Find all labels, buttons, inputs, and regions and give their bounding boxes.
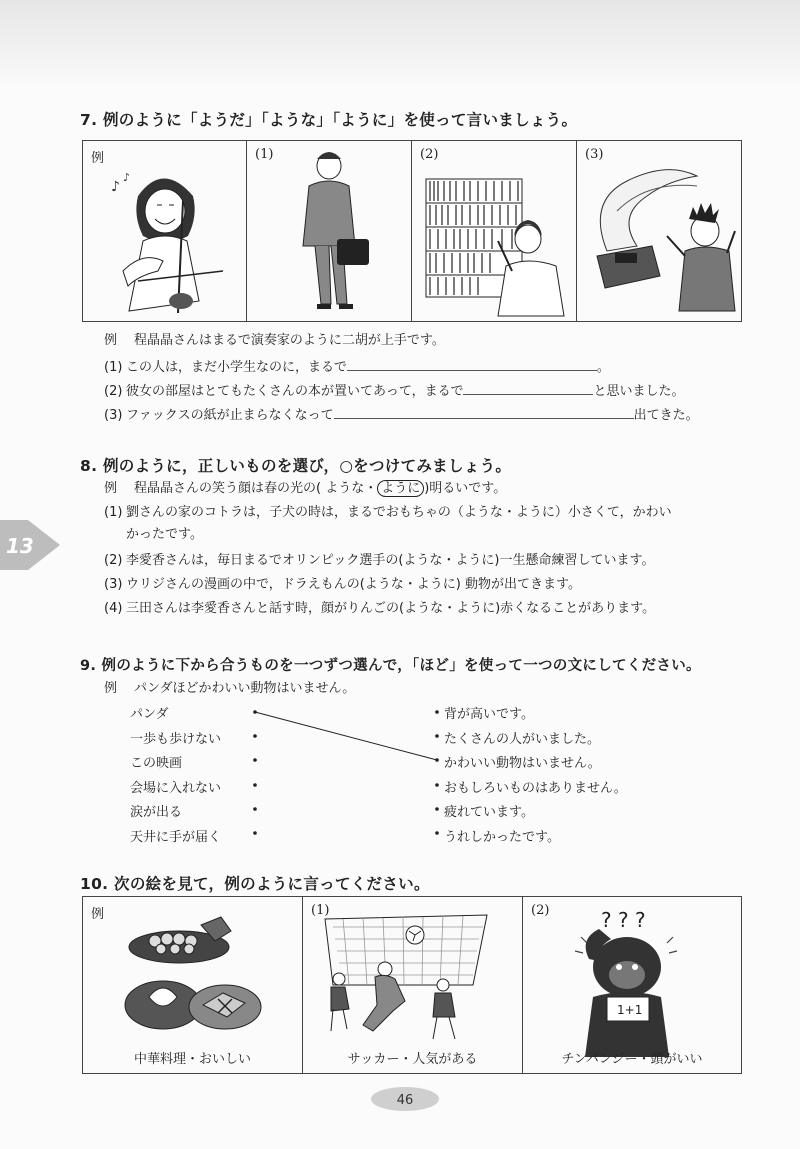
match-left-3[interactable]: この映画 bbox=[130, 756, 183, 771]
page-number-badge bbox=[370, 1085, 440, 1113]
answer-blank-3[interactable] bbox=[334, 404, 634, 419]
q8-title: 8. 例のように，正しいものを選び，○をつけてみましょう。 bbox=[80, 457, 512, 475]
fax-machine-illustration bbox=[577, 141, 741, 321]
q10-cell-2 bbox=[523, 897, 741, 1073]
q7-item-3 bbox=[104, 404, 699, 425]
q10-image-row bbox=[82, 896, 742, 1074]
soccer-illustration bbox=[303, 897, 522, 1073]
line-text-after: 出てきた。 bbox=[633, 408, 699, 423]
q7-cell-2 bbox=[412, 141, 577, 321]
line-label: (2) bbox=[104, 553, 123, 568]
q7-cell-example bbox=[83, 141, 247, 321]
line-label: (1) bbox=[104, 360, 123, 375]
line-text: 彼女の部屋はとてもたくさんの本が置いてあって，まるで bbox=[126, 384, 464, 399]
circled-answer: ように bbox=[377, 480, 424, 497]
cell-label: (2) bbox=[420, 147, 439, 162]
line-text-after: と思いました。 bbox=[593, 384, 685, 399]
line-label: 例 bbox=[104, 681, 118, 696]
cell-caption: 中華料理・おいしい bbox=[133, 1052, 251, 1067]
q7-item-2 bbox=[104, 380, 685, 401]
match-left-1[interactable]: パンダ bbox=[130, 707, 169, 722]
line-label: (1) bbox=[104, 505, 123, 520]
chinese-food-illustration bbox=[83, 897, 302, 1073]
cell-label: (3) bbox=[585, 147, 604, 162]
match-right-5[interactable]: 疲れています。 bbox=[444, 805, 534, 820]
example-match-line bbox=[255, 712, 437, 760]
svg-text:♪: ♪ bbox=[123, 171, 131, 184]
line-text: 程晶晶さんはまるで演奏家のように二胡が上手です。 bbox=[134, 333, 445, 348]
q8-item-3 bbox=[104, 576, 581, 594]
answer-blank-2[interactable] bbox=[463, 380, 593, 395]
match-right-6[interactable]: うれしかったです。 bbox=[444, 830, 560, 845]
sign-text: 1+1 bbox=[617, 1003, 643, 1017]
match-left-2[interactable]: 一歩も歩けない bbox=[130, 732, 222, 747]
line-text[interactable]: 劉さんの家のコトラは，子犬の時は，まるでおもちゃの（ような・ように）小さくて，かわい bbox=[126, 505, 672, 520]
businessman-illustration bbox=[247, 141, 411, 321]
match-right-4[interactable]: おもしろいものはありません。 bbox=[444, 781, 627, 796]
line-label: 例 bbox=[104, 333, 118, 348]
erhu-player-illustration bbox=[83, 141, 246, 321]
q8-item-1-cont: かったです。 bbox=[126, 527, 203, 542]
q7-cell-3 bbox=[577, 141, 741, 321]
question-marks: ? ? ? bbox=[601, 908, 646, 932]
match-left-4[interactable]: 会場に入れない bbox=[130, 781, 222, 796]
line-label: (3) bbox=[104, 577, 123, 592]
answer-blank-1[interactable] bbox=[347, 356, 597, 371]
cell-caption: サッカー・人気がある bbox=[347, 1052, 478, 1067]
line-text: パンダほどかわいい動物はいません。 bbox=[134, 681, 356, 696]
match-left-6[interactable]: 天井に手が届く bbox=[130, 830, 222, 845]
page-number: 46 bbox=[396, 1093, 414, 1108]
match-right-1[interactable]: 背が高いです。 bbox=[444, 707, 534, 722]
bookshelf-woman-illustration bbox=[412, 141, 576, 321]
line-text[interactable]: 三田さんは李愛香さんと話す時，顔がりんごの(ような・ように)赤くなることがあります。 bbox=[126, 601, 656, 616]
line-text-after: 。 bbox=[596, 360, 610, 375]
line-text[interactable]: 李愛香さんは，毎日まるでオリンピック選手の(ような・ように)一生懸命練習しています。 bbox=[126, 553, 655, 568]
line-label: 例 bbox=[104, 481, 118, 496]
cell-label: (1) bbox=[255, 147, 274, 162]
q7-example-line bbox=[104, 332, 445, 350]
match-left-5[interactable]: 涙が出る bbox=[130, 805, 183, 820]
cell-caption: チンパンジー・頭がいい bbox=[561, 1052, 703, 1067]
match-right-2[interactable]: たくさんの人がいました。 bbox=[444, 732, 601, 747]
page-top-shade bbox=[0, 0, 800, 90]
q8-item-2 bbox=[104, 552, 654, 570]
q8-item-4 bbox=[104, 600, 655, 618]
line-label: (2) bbox=[104, 384, 123, 399]
line-text: 程晶晶さんの笑う顔は春の光の( ような・ bbox=[134, 481, 378, 496]
q7-image-row bbox=[82, 140, 742, 322]
line-text[interactable]: ウリジさんの漫画の中で，ドラえもんの(ような・ように) 動物が出てきます。 bbox=[126, 577, 581, 592]
cell-label: (1) bbox=[311, 903, 330, 918]
svg-text:♪: ♪ bbox=[111, 179, 120, 195]
q10-title: 10. 次の絵を見て，例のように言ってください。 bbox=[80, 875, 430, 893]
q7-title: 7. 例のように「ようだ」「ような」「ように」を使って言いましょう。 bbox=[80, 111, 578, 129]
chimpanzee-illustration bbox=[523, 897, 741, 1073]
chapter-number: 13 bbox=[6, 534, 34, 558]
q10-cell-1 bbox=[303, 897, 523, 1073]
line-text-after: )明るいです。 bbox=[424, 481, 507, 496]
q7-cell-1 bbox=[247, 141, 412, 321]
cell-label: 例 bbox=[91, 907, 105, 922]
line-text: ファックスの紙が止まらなくなって bbox=[126, 408, 334, 423]
line-text: この人は，まだ小学生なのに，まるで bbox=[126, 360, 347, 375]
line-label: (3) bbox=[104, 408, 123, 423]
q8-example-line bbox=[104, 480, 506, 498]
cell-label: (2) bbox=[531, 903, 550, 918]
chapter-tab bbox=[0, 520, 60, 570]
q9-example-line bbox=[104, 680, 355, 698]
q9-title: 9. 例のように下から合うものを一つずつ選んで，「ほど」を使って一つの文にしてください。 bbox=[80, 658, 701, 674]
cell-label: 例 bbox=[91, 151, 105, 166]
q7-item-1 bbox=[104, 356, 610, 377]
q10-cell-example bbox=[83, 897, 303, 1073]
match-dots-and-line bbox=[240, 700, 450, 850]
q8-item-1 bbox=[104, 504, 672, 522]
match-right-3[interactable]: かわいい動物はいません。 bbox=[444, 756, 601, 771]
line-label: (4) bbox=[104, 601, 123, 616]
